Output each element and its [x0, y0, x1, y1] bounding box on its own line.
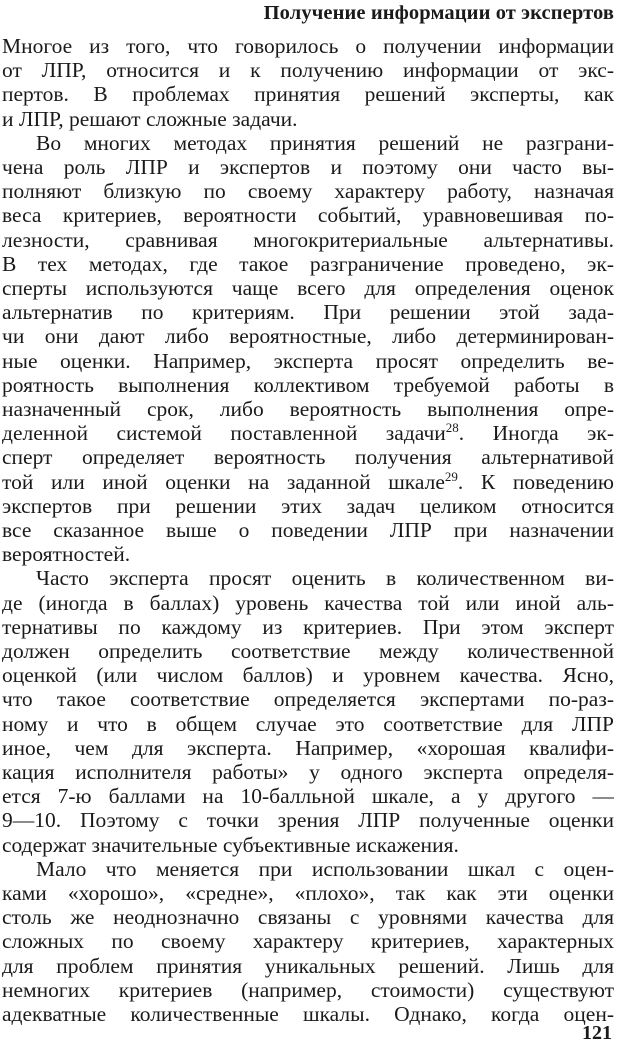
- text-line: [2, 904, 614, 930]
- text-line: [2, 106, 614, 132]
- text-line: [36, 130, 614, 156]
- text-line: [2, 348, 614, 374]
- text-line-content: иное, чем для эксперта. Например, «хорошая квалифи-: [2, 735, 614, 760]
- text-line-content: вероятностей.: [2, 542, 131, 567]
- text-line-content: тернативы по каждому из критериев. При этом эксперт: [2, 614, 614, 639]
- text-line: [2, 396, 614, 422]
- text-line-continuation: . Иногда эк-: [458, 421, 614, 446]
- text-line: [2, 154, 614, 180]
- text-line: [2, 977, 614, 1003]
- text-line-content: де (иногда в баллах) уровень качества той или иной аль-: [2, 590, 614, 615]
- text-line-content: все сказанное выше о поведении ЛПР при назначении: [2, 518, 614, 542]
- text-line-content: В тех методах, где такое разграничение проведено, эк-: [2, 251, 614, 276]
- text-line: [2, 275, 614, 301]
- text-line: [2, 807, 614, 833]
- text-line-content: кация исполнителя работы» у одного эксперта определя-: [2, 760, 614, 784]
- footnote-reference: 29: [444, 468, 458, 484]
- text-line: [2, 517, 614, 543]
- text-line-content: чи они дают либо вероятностные, либо детерминирован-: [2, 324, 614, 349]
- text-line: [2, 735, 614, 761]
- text-line: [2, 1001, 614, 1027]
- text-line-content: 9—10. Поэтому с точки зрения ЛПР полученные оценки: [2, 808, 614, 833]
- text-line: [2, 227, 614, 253]
- text-line-content: и ЛПР, решают сложные задачи.: [2, 106, 298, 131]
- text-line-content: ные оценки. Например, эксперта просят определить ве-: [2, 348, 614, 373]
- text-line: [2, 57, 614, 83]
- text-line-content: альтернатив по критериям. При решении этой зада-: [2, 300, 614, 325]
- text-line: [2, 469, 614, 495]
- text-line: [2, 590, 614, 616]
- text-line: [2, 541, 614, 567]
- text-line-content: роятность выполнения коллективом требуемой работы в: [2, 372, 614, 397]
- text-line-content: Мало что меняется при использовании шкал с оцен-: [36, 856, 614, 881]
- text-line: [2, 33, 614, 59]
- page-number: 121: [582, 1022, 612, 1044]
- text-line-content: сложных по своему характеру критериев, характерных: [2, 929, 614, 954]
- text-line-content: ками «хорошо», «средне», «плохо», так как эти оценки: [2, 881, 614, 905]
- text-line: [2, 81, 614, 107]
- footnote-reference: 28: [445, 420, 459, 436]
- text-line: [2, 832, 614, 858]
- text-line-content: столь же неоднозначно связаны с уровнями качества для: [2, 905, 614, 930]
- text-line: [36, 856, 614, 882]
- text-line: [2, 711, 614, 737]
- text-line: [2, 372, 614, 398]
- text-line: [2, 299, 614, 325]
- text-line-content: что такое соответствие определяется экспертами по-раз-: [2, 687, 614, 712]
- text-line: [2, 662, 614, 688]
- text-line-content: должен определить соответствие между количественной: [2, 639, 614, 663]
- text-line-content: полняют близкую по своему характеру работу, назначая: [2, 179, 614, 204]
- text-line-content: сперты используются чаще всего для определения оценок: [2, 276, 614, 300]
- text-line: [2, 783, 614, 809]
- text-line-content: веса критериев, вероятности событий, уравновешивая по-: [2, 203, 614, 228]
- text-line-continuation: . К поведению: [457, 469, 614, 494]
- running-head: Получение информации от экспертов: [263, 2, 614, 24]
- text-line: [2, 420, 614, 446]
- text-line: [2, 953, 614, 979]
- text-line-content: для проблем принятия уникальных решений. Лишь для: [2, 953, 614, 978]
- text-line: [2, 444, 614, 470]
- text-line-content: содержат значительные субъективные искажения.: [2, 832, 459, 857]
- text-line: [2, 178, 614, 204]
- text-line: [2, 759, 614, 785]
- text-line-content: Многое из того, что говорилось о получении информации: [2, 34, 614, 58]
- text-line: [2, 686, 614, 712]
- text-line: [2, 202, 614, 228]
- text-line: [2, 880, 614, 906]
- text-line: [2, 493, 614, 519]
- text-line-content: пертов. В проблемах принятия решений эксперты, как: [2, 82, 614, 107]
- text-line-content: Часто эксперта просят оценить в количественном ви-: [36, 566, 614, 591]
- text-line-content: ется 7-ю баллами на 10-балльной шкале, а у другого —: [2, 784, 614, 809]
- text-line: [2, 614, 614, 640]
- text-line: [36, 565, 614, 591]
- text-line-content: адекватные количественные шкалы. Однако, когда оцен-: [2, 1002, 614, 1026]
- text-line: [2, 928, 614, 954]
- text-line-content: от ЛПР, относится и к получению информации от экс-: [2, 58, 614, 83]
- text-line-content: экспертов при решении этих задач целиком относится: [2, 493, 614, 518]
- text-line: [2, 251, 614, 277]
- text-line-content: оценкой (или числом баллов) и уровнем качества. Ясно,: [2, 663, 614, 688]
- text-line-content: назначенный срок, либо вероятность выполнения опре-: [2, 397, 614, 421]
- text-line: [2, 323, 614, 349]
- text-line-content: чена роль ЛПР и экспертов и поэтому они часто вы-: [2, 155, 614, 179]
- text-line-content: лезности, сравнивая многокритериальные альтернативы.: [2, 227, 614, 252]
- text-line-content: сперт определяет вероятность получения альтернативой: [2, 445, 614, 470]
- text-line: [2, 638, 614, 664]
- text-line-content: деленной системой поставленной задачи: [2, 421, 446, 446]
- text-line-content: той или иной оценки на заданной шкале: [2, 469, 445, 494]
- text-line-content: немногих критериев (например, стоимости) существуют: [2, 977, 614, 1002]
- text-line-content: Во многих методах принятия решений не разграни-: [36, 130, 614, 155]
- text-line-content: ному и что в общем случае это соответствие для ЛПР: [2, 711, 614, 736]
